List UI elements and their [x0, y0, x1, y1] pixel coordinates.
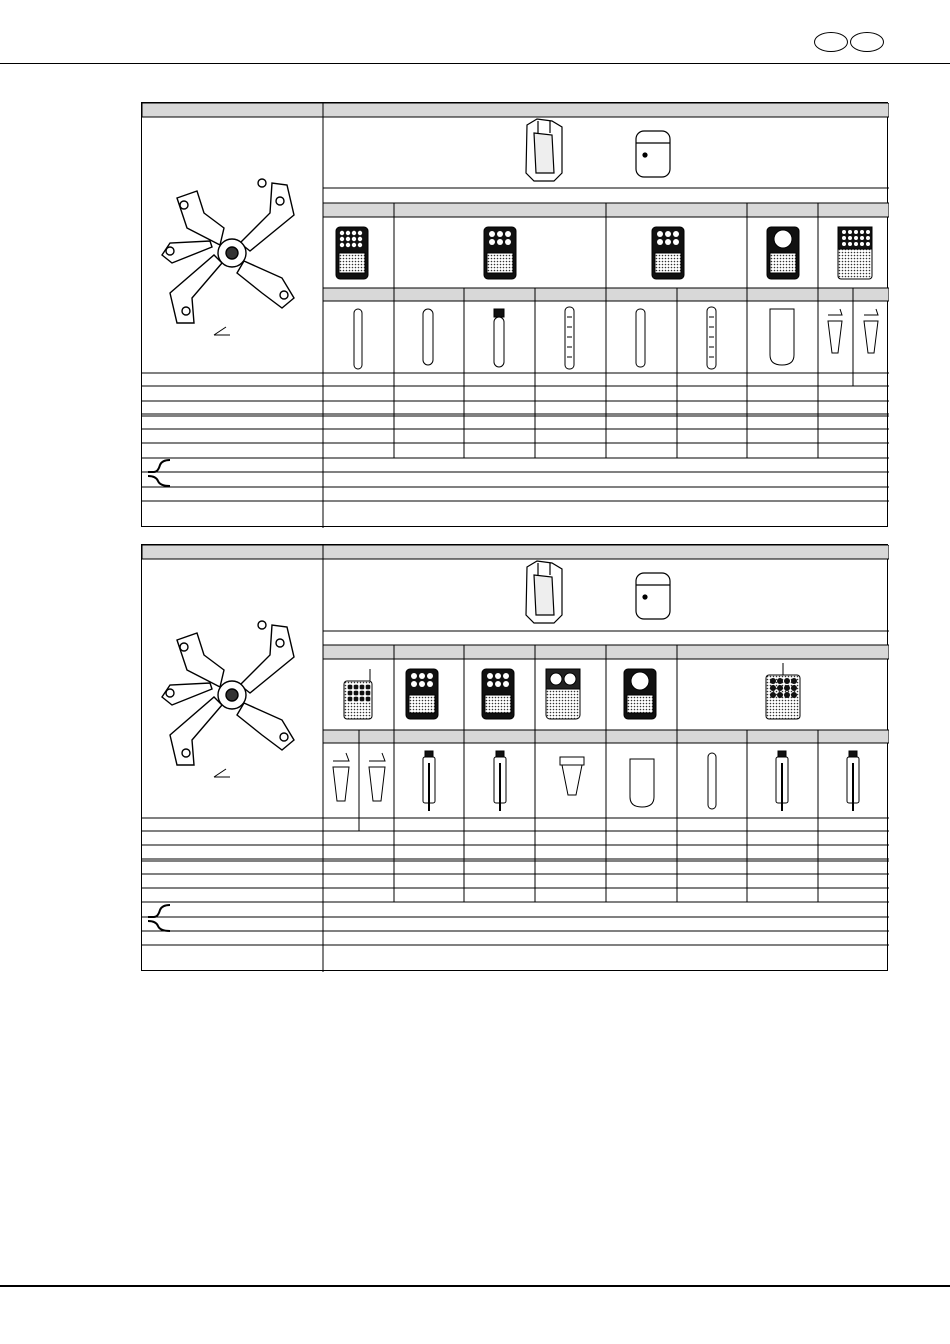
language-badge-1 [814, 32, 848, 52]
adapter-1 [344, 669, 372, 719]
rotor-table-1 [141, 102, 888, 527]
bucket-lid-drawing [636, 131, 670, 177]
bucket-lid-drawing [636, 573, 670, 619]
tube-7 [708, 753, 716, 809]
bucket-drawing [526, 119, 562, 181]
tube-3 [423, 751, 435, 811]
adapter-2 [406, 669, 438, 719]
deceleration-icon [148, 921, 170, 931]
language-badges [814, 32, 886, 52]
tube-6 [707, 307, 716, 369]
swing-rotor-drawing [162, 621, 294, 765]
tube-2 [423, 309, 433, 365]
tube-4 [565, 307, 574, 369]
tube-4 [494, 751, 506, 811]
rotor-table-2 [141, 544, 888, 971]
tube-3 [494, 309, 504, 367]
acceleration-icon [148, 460, 170, 472]
tube-8 [776, 751, 788, 811]
tube-8 [828, 309, 842, 353]
tube-2 [369, 753, 385, 801]
adapter-3 [652, 227, 684, 279]
adapter-2 [484, 227, 516, 279]
adapter-5 [624, 669, 656, 719]
tube-6 [630, 759, 654, 807]
rotor-table-2-grid [142, 545, 889, 972]
tube-5 [560, 757, 584, 795]
bucket-drawing [526, 561, 562, 623]
tube-1 [354, 309, 362, 369]
adapter-4 [546, 669, 580, 719]
tube-9 [864, 309, 878, 353]
adapter-6 [766, 663, 800, 719]
footer-rule [0, 1285, 950, 1287]
tube-7 [770, 309, 794, 365]
angle-icon [214, 327, 230, 335]
adapter-5 [838, 227, 872, 279]
tube-9 [847, 751, 859, 811]
header-rule [0, 63, 950, 64]
angle-icon [214, 769, 230, 777]
swing-rotor-drawing [162, 179, 294, 323]
adapter-3 [482, 669, 514, 719]
tube-5 [636, 309, 645, 367]
language-badge-2 [850, 32, 884, 52]
acceleration-icon [148, 905, 170, 917]
deceleration-icon [148, 476, 170, 486]
tube-1 [333, 753, 349, 801]
adapter-4 [767, 227, 799, 279]
rotor-table-1-grid [142, 103, 889, 528]
adapter-1 [336, 227, 368, 279]
